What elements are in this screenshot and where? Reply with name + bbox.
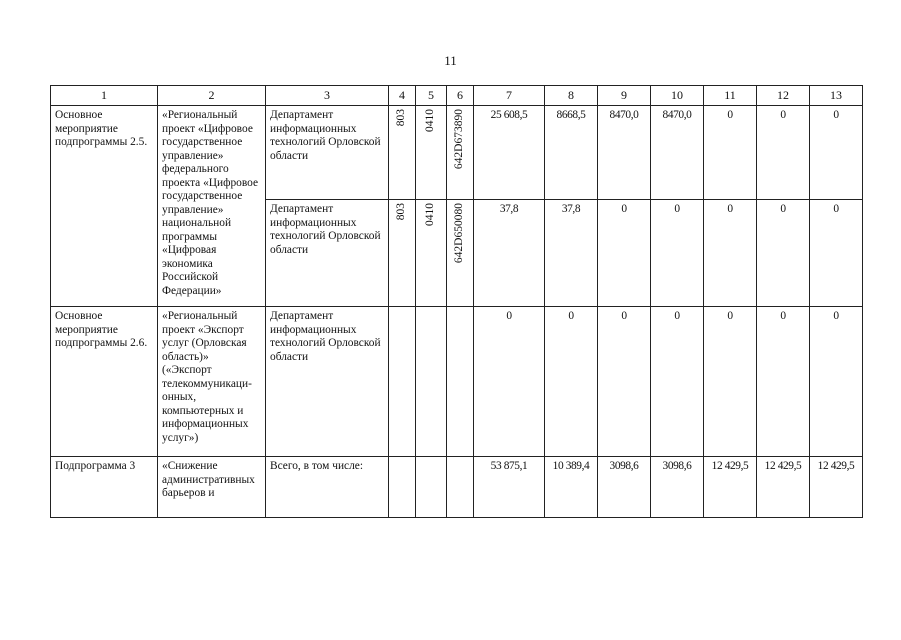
- value-cell: 12 429,5: [810, 457, 863, 518]
- header-cell: 6: [447, 86, 474, 106]
- value-cell: 25 608,5: [474, 106, 545, 200]
- value-cell: 8470,0: [598, 106, 651, 200]
- code-gov: 803: [395, 109, 408, 127]
- code-target: 642D650080: [453, 203, 466, 264]
- value-cell: 0: [545, 307, 598, 457]
- value-cell: 0: [757, 307, 810, 457]
- value-cell: 0: [651, 307, 704, 457]
- header-cell: 5: [416, 86, 447, 106]
- value-cell: 0: [704, 200, 757, 307]
- page-number: 11: [444, 53, 457, 68]
- value-cell: 0: [810, 106, 863, 200]
- project-cell: «Региональный проект «Экспорт услуг (Орловская область)» («Экспорт телекоммуникаци-онных, компьютерных и информационных услуг»): [158, 307, 266, 457]
- event-cell: Основное мероприятие подпрограммы 2.6.: [51, 307, 158, 457]
- executor-cell: Департамент информационных технологий Орловской области: [266, 106, 389, 200]
- value-cell: 37,8: [474, 200, 545, 307]
- value-cell: 0: [810, 200, 863, 307]
- header-cell: 4: [389, 86, 416, 106]
- value-cell: 8668,5: [545, 106, 598, 200]
- header-cell: 2: [158, 86, 266, 106]
- code-section: 0410: [424, 203, 437, 226]
- header-cell: 11: [704, 86, 757, 106]
- header-cell: 1: [51, 86, 158, 106]
- executor-cell: Всего, в том числе:: [266, 457, 389, 518]
- code-target: 642D673890: [453, 109, 466, 170]
- table-row: [51, 106, 863, 200]
- value-cell: 3098,6: [651, 457, 704, 518]
- value-cell: 37,8: [545, 200, 598, 307]
- header-row: [51, 86, 863, 106]
- event-cell: Подпрограмма 3: [51, 457, 158, 518]
- event-cell: Основное мероприятие подпрограммы 2.5.: [51, 106, 158, 307]
- table-row: [51, 457, 863, 518]
- value-cell: 0: [704, 307, 757, 457]
- value-cell: 3098,6: [598, 457, 651, 518]
- value-cell: 0: [810, 307, 863, 457]
- value-cell: 0: [474, 307, 545, 457]
- value-cell: 12 429,5: [704, 457, 757, 518]
- value-cell: 0: [598, 307, 651, 457]
- code-section: 0410: [424, 109, 437, 132]
- header-cell: 10: [651, 86, 704, 106]
- code-gov: 803: [395, 203, 408, 221]
- executor-cell: Департамент информационных технологий Орловской области: [266, 307, 389, 457]
- value-cell: 10 389,4: [545, 457, 598, 518]
- value-cell: 0: [704, 106, 757, 200]
- header-cell: 13: [810, 86, 863, 106]
- value-cell: 0: [757, 106, 810, 200]
- header-cell: 3: [266, 86, 389, 106]
- value-cell: 0: [757, 200, 810, 307]
- header-cell: 12: [757, 86, 810, 106]
- header-cell: 9: [598, 86, 651, 106]
- value-cell: 12 429,5: [757, 457, 810, 518]
- budget-table: [50, 85, 863, 518]
- value-cell: 53 875,1: [474, 457, 545, 518]
- header-cell: 7: [474, 86, 545, 106]
- table-row: [51, 307, 863, 457]
- value-cell: 8470,0: [651, 106, 704, 200]
- project-cell: «Региональный проект «Цифровое государственное управление» федерального проекта «Цифровое государственное управление» национальной программы «Цифровая экономика Российской Федерации»: [158, 106, 266, 307]
- executor-cell: Департамент информационных технологий Орловской области: [266, 200, 389, 307]
- header-cell: 8: [545, 86, 598, 106]
- value-cell: 0: [598, 200, 651, 307]
- value-cell: 0: [651, 200, 704, 307]
- project-cell: «Снижение административных барьеров и: [158, 457, 266, 518]
